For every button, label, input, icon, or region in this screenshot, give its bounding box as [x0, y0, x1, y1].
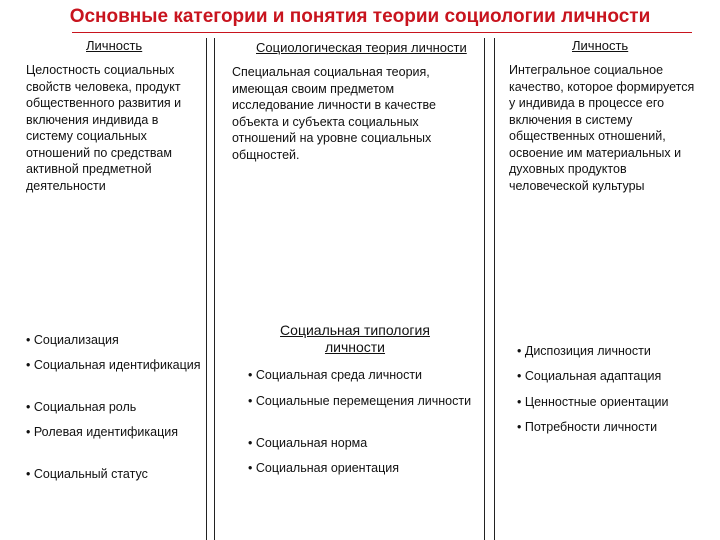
- column-header-lichnost: Личность: [86, 38, 143, 53]
- definition-lichnost: Целостность социальных свойств человека, продукт общественного развития и включения индивида в систему социальных отношений по средствам активной предметной деятельности: [26, 63, 182, 193]
- list-item: • Социальная идентификация: [26, 357, 204, 373]
- list-item: • Социальная ориентация: [248, 460, 478, 476]
- column-header-sociological-theory: Социологическая теория личности: [256, 40, 467, 55]
- list-item: • Социальный статус: [26, 466, 204, 482]
- list-item: • Потребности личности: [517, 419, 713, 435]
- column-divider: [206, 38, 207, 540]
- list-item: • Социальные перемещения личности: [248, 393, 478, 409]
- social-typology-title: Социальная типология личности: [280, 322, 430, 355]
- list-item: • Социальная среда личности: [248, 367, 478, 383]
- list-item: • Социальная роль: [26, 399, 204, 415]
- column-divider: [214, 38, 215, 540]
- list-item: • Ролевая идентификация: [26, 424, 204, 440]
- title-underline: [72, 32, 692, 33]
- list-item: • Ценностные ориентации: [517, 394, 713, 410]
- definition-sociological-theory: Специальная социальная теория, имеющая своим предметом исследование личности в качестве объекта и субъекта социальных отношений на уровне социальных общностей.: [232, 65, 436, 162]
- list-item: • Социальная норма: [248, 435, 478, 451]
- list-item: • Диспозиция личности: [517, 343, 713, 359]
- column-divider: [484, 38, 485, 540]
- definition-lichnost-2: Интегральное социальное качество, которое формируется у индивида в процессе его включения в систему общественных отношений, освоение им материальных и духовных продуктов человеческой культуры: [509, 63, 695, 193]
- list-item: • Социализация: [26, 332, 204, 348]
- page-title: Основные категории и понятия теории социологии личности: [69, 6, 651, 27]
- column-header-lichnost-2: Личность: [572, 38, 629, 53]
- column-divider: [494, 38, 495, 540]
- list-item: • Социальная адаптация: [517, 368, 713, 384]
